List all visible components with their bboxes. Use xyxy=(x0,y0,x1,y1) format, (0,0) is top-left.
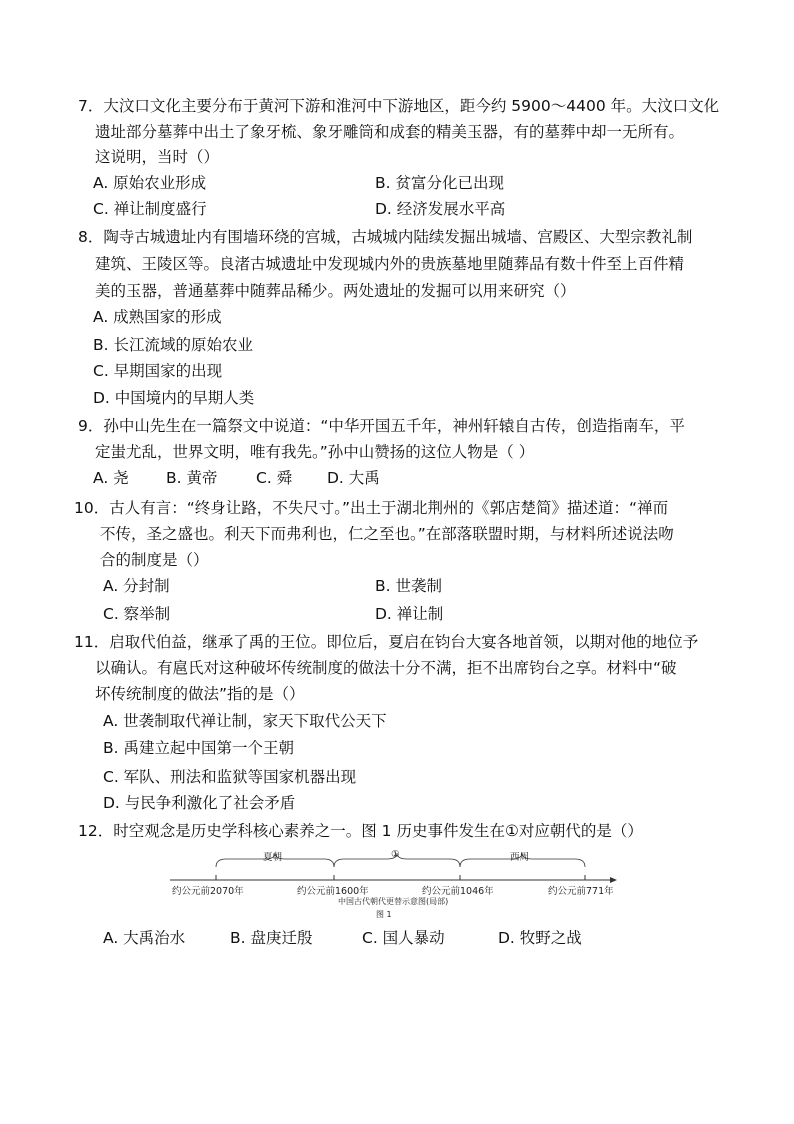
q12-line-1: 12．时空观念是历史学科核心素养之一。图 1 历史事件发生在①对应朝代的是（） xyxy=(78,822,643,840)
q9-line-2: 定蚩尤乱，世界文明，唯有我先。”孙中山赞扬的这位人物是（ ） xyxy=(95,443,535,461)
q11-option-b[interactable]: B. 禹建立起中国第一个王朝 xyxy=(103,739,294,757)
q9-option-a[interactable]: A. 尧 xyxy=(93,469,129,487)
q9-line-1: 9．孙中山先生在一篇祭文中说道：“中华开国五千年，神州轩辕自古传，创造指南车，平 xyxy=(78,417,685,435)
q11-line-2: 以确认。有扈氏对这种破坏传统制度的做法十分不满，拒不出席钧台之享。材料中“破 xyxy=(95,659,677,677)
q7-line-1: 7．大汶口文化主要分布于黄河下游和淮河中下游地区，距今约 5900～4400 年。大汶口文化 xyxy=(78,97,720,115)
q7-line-3: 这说明，当时（） xyxy=(95,148,220,166)
period-1-label: ① xyxy=(391,849,400,860)
q11-option-a[interactable]: A. 世袭制取代禅让制，家天下取代公天下 xyxy=(103,712,387,730)
q11-option-c[interactable]: C. 军队、刑法和监狱等国家机器出现 xyxy=(103,768,357,786)
q10-line-1: 10．古人有言：“终身让路，不失尺寸。”出土于湖北荆州的《郭店楚简》描述道：“禅而 xyxy=(74,499,669,517)
q7-line-2: 遗址部分墓葬中出土了象牙梳、象牙雕筒和成套的精美玉器，有的墓葬中却一无所有。 xyxy=(95,123,685,141)
dynasty-timeline-figure xyxy=(170,847,620,919)
q7-option-c[interactable]: C. 禅让制度盛行 xyxy=(93,200,207,218)
q8-line-1: 8．陶寺古城遗址内有围墙环绕的宫城，古城城内陆续发掘出城墙、宫殿区、大型宗教礼制 xyxy=(78,228,693,246)
q7-option-b[interactable]: B. 贫富分化已出现 xyxy=(375,174,504,192)
q10-option-c[interactable]: C. 察举制 xyxy=(103,605,171,623)
q10-option-d[interactable]: D. 禅让制 xyxy=(375,605,444,623)
q7-option-d[interactable]: D. 经济发展水平高 xyxy=(375,200,506,218)
q8-option-d[interactable]: D. 中国境内的早期人类 xyxy=(93,389,255,407)
q8-option-a[interactable]: A. 成熟国家的形成 xyxy=(93,308,222,326)
q12-option-c[interactable]: C. 国人暴动 xyxy=(362,929,445,947)
q10-line-3: 合的制度是（） xyxy=(100,551,209,569)
period-xia-label: 夏朝 xyxy=(263,852,283,863)
q9-option-d[interactable]: D. 大禹 xyxy=(327,469,380,487)
q8-option-c[interactable]: C. 早期国家的出现 xyxy=(93,362,223,380)
q11-line-3: 坏传统制度的做法”指的是（） xyxy=(95,685,305,703)
q8-option-b[interactable]: B. 长江流域的原始农业 xyxy=(93,336,253,354)
period-xizhou-label: 西周 xyxy=(510,852,530,863)
q8-line-2: 建筑、王陵区等。良渚古城遗址中发现城内外的贵族墓地里随葬品有数十件至上百件精 xyxy=(95,255,685,273)
q9-option-b[interactable]: B. 黄帝 xyxy=(166,469,218,487)
figure-caption: 中国古代朝代更替示意图(局部) xyxy=(338,897,449,906)
date-label-3: 约公元前1046年 xyxy=(422,886,494,897)
q8-line-3: 美的玉器，普通墓葬中随葬品稀少。两处遗址的发掘可以用来研究（） xyxy=(95,282,576,300)
q7-option-a[interactable]: A. 原始农业形成 xyxy=(93,174,207,192)
date-label-1: 约公元前2070年 xyxy=(172,886,244,897)
q10-option-a[interactable]: A. 分封制 xyxy=(103,577,170,595)
figure-label: 图 1 xyxy=(376,910,392,919)
q11-option-d[interactable]: D. 与民争利激化了社会矛盾 xyxy=(103,794,296,812)
q12-option-b[interactable]: B. 盘庚迁殷 xyxy=(230,929,313,947)
q9-option-c[interactable]: C. 舜 xyxy=(256,469,293,487)
q10-line-2: 不传，圣之盛也。利天下而弗利也，仁之至也。”在部落联盟时期，与材料所述说法吻 xyxy=(100,525,674,543)
q11-line-1: 11．启取代伯益，继承了禹的王位。即位后，夏启在钧台大宴各地首领，以期对他的地位予 xyxy=(74,633,699,651)
q12-option-a[interactable]: A. 大禹治水 xyxy=(103,929,186,947)
date-label-2: 约公元前1600年 xyxy=(297,886,369,897)
q10-option-b[interactable]: B. 世袭制 xyxy=(375,577,442,595)
date-label-4: 约公元前771年 xyxy=(548,886,614,897)
q12-option-d[interactable]: D. 牧野之战 xyxy=(498,929,582,947)
